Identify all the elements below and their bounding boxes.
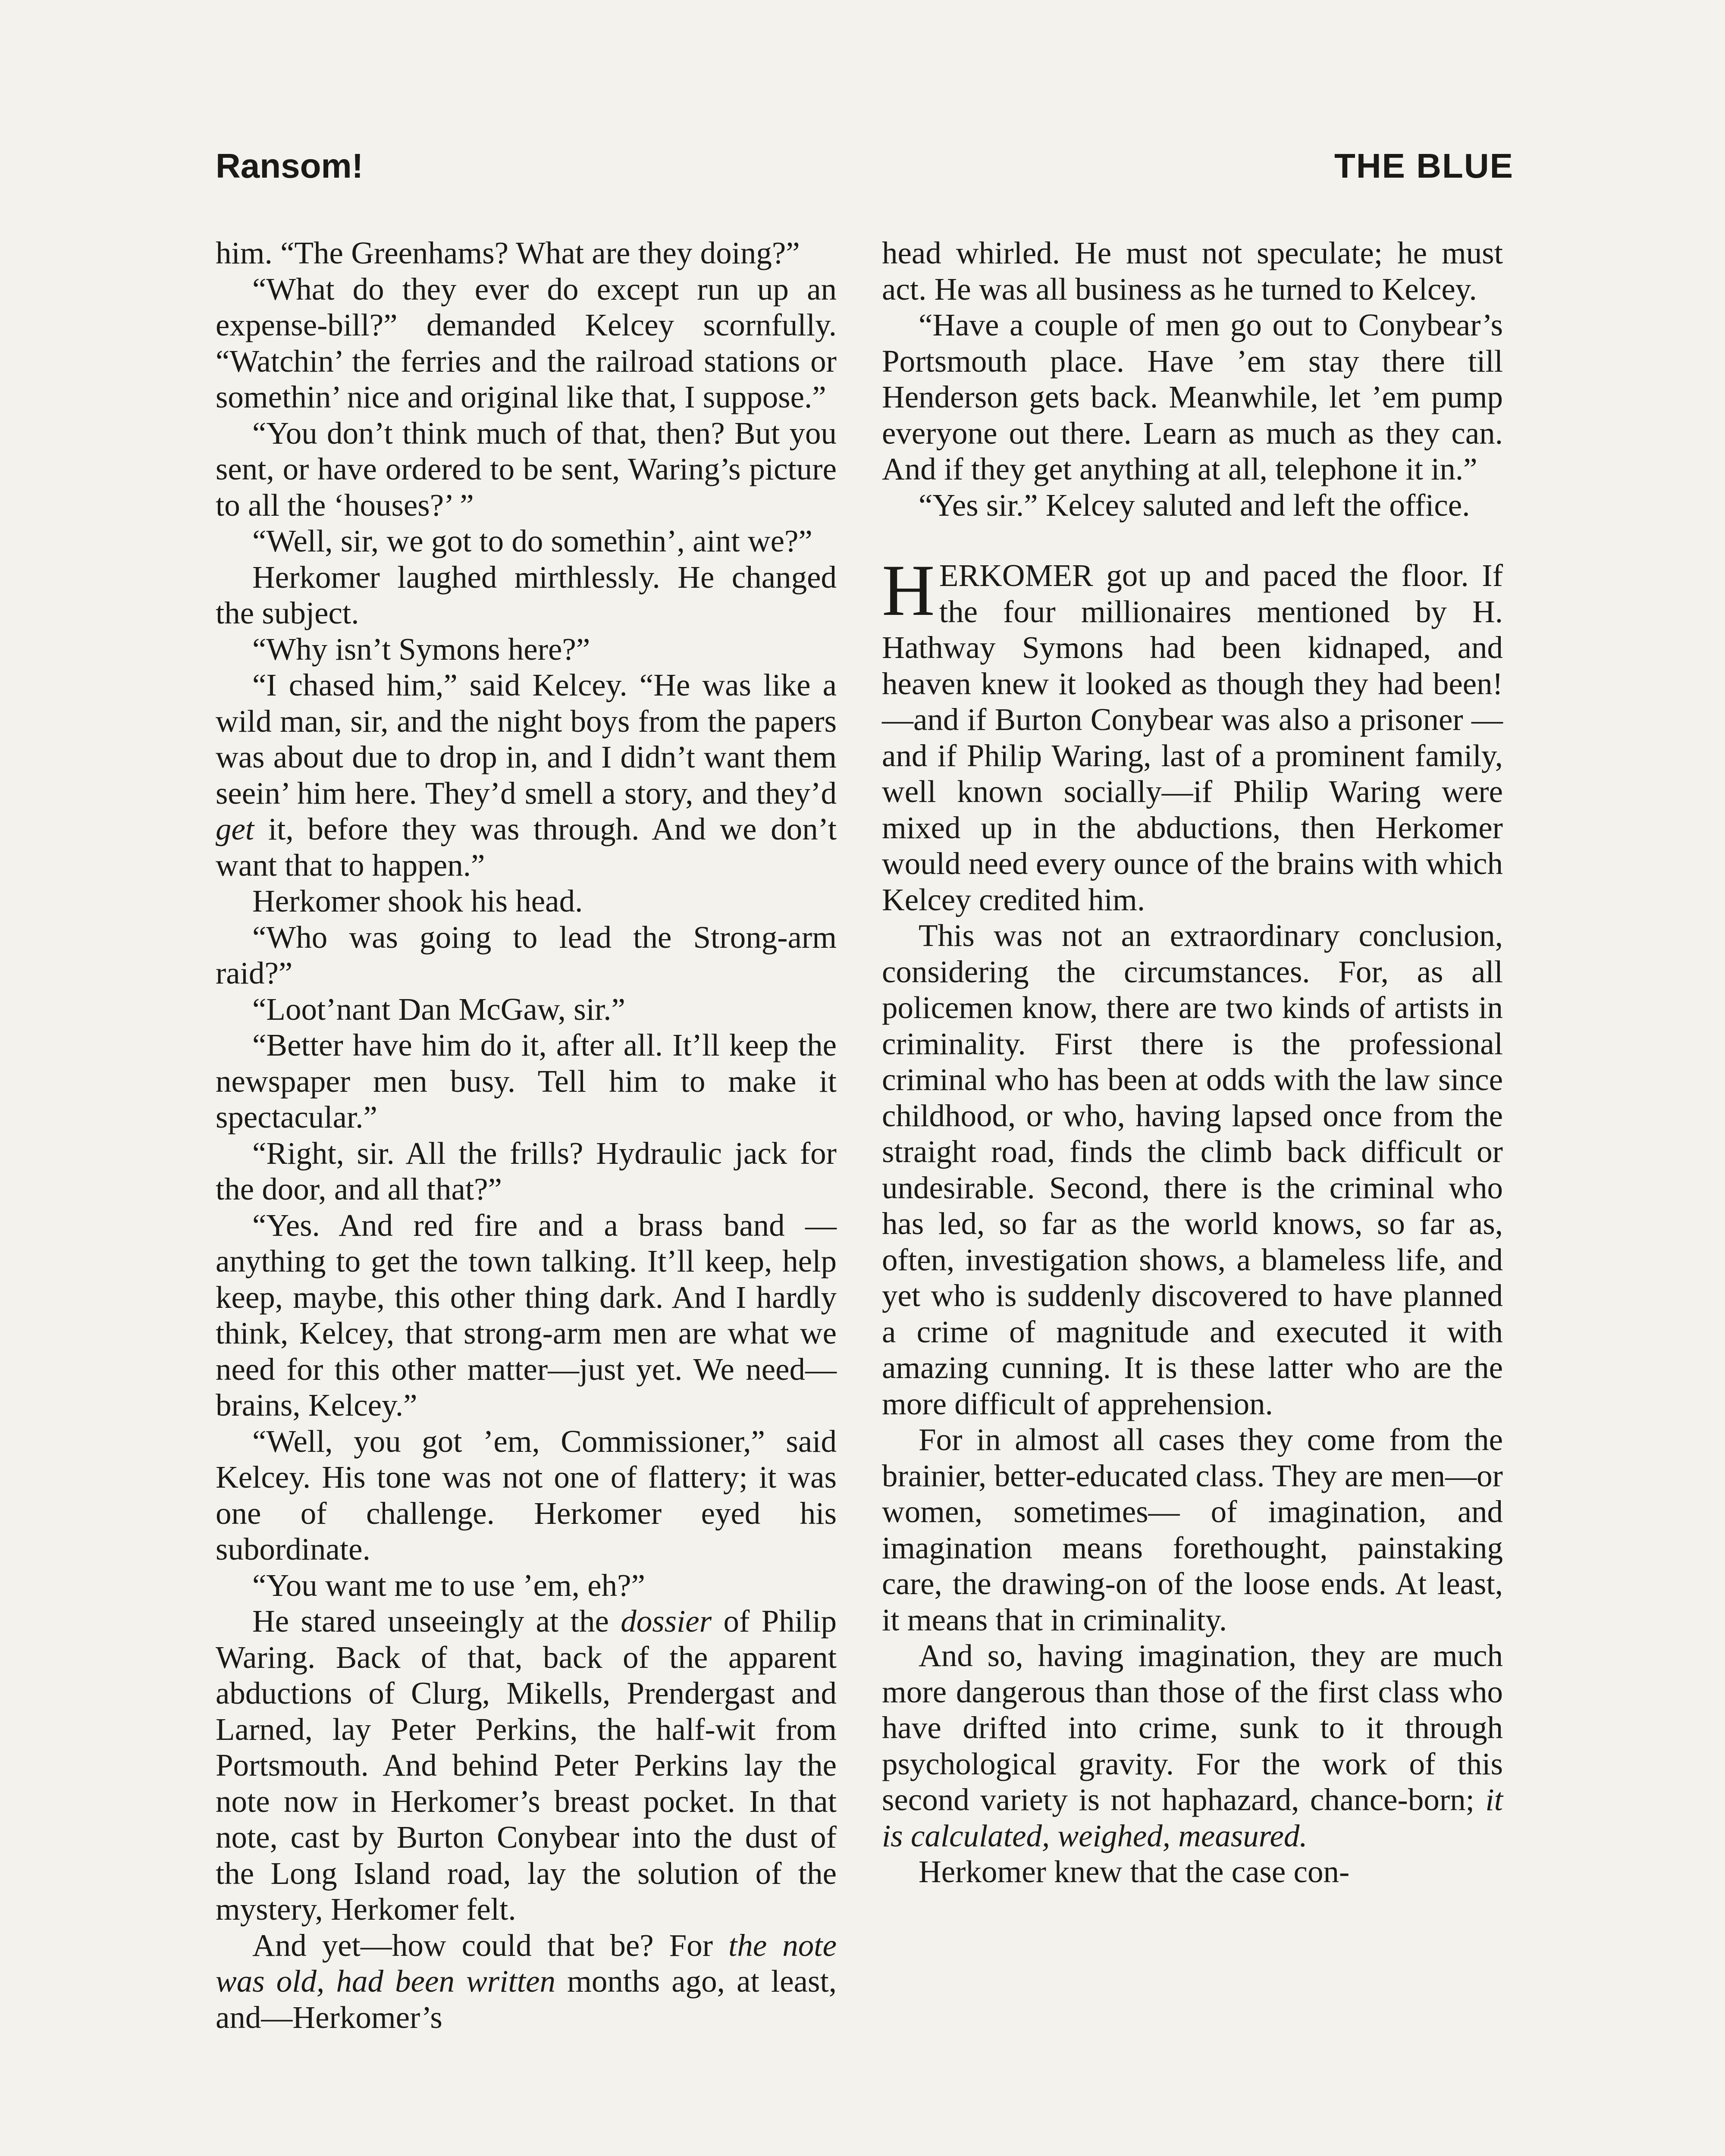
- paragraph: “Right, sir. All the frills? Hydraulic jack for the door, and all that?”: [216, 1135, 837, 1206]
- paragraph: This was not an extraordinary conclusion, considering the circumstances. For, as all policemen know, there are two kinds of artists in criminality. First there is the professional criminal who has been at odds with the law since childhood, or who, having lapsed once from the straight road, finds the climb back difficult or undesirable. Second, there is the criminal who has led, so far as the world knows, so far as, often, investigation shows, a blameless life, and yet who is suddenly discovered to have planned a crime of magnitude and executed it with amazing cunning. It is these latter who are the more difficult of apprehension.: [882, 918, 1503, 1421]
- paragraph: He stared unseeingly at the dossier of Philip Waring. Back of that, back of the apparent abductions of Clurg, Mikells, Prendergast and Larned, lay Peter Perkins, the half-wit from Portsmouth. And behind Peter Perkins lay the note now in Herkomer’s breast pocket. In that note, cast by Burton Conybear into the dust of the Long Island road, lay the solution of the mystery, Herkomer felt.: [216, 1604, 837, 1927]
- section-paragraph: HERKOMER got up and paced the floor. If the four millionaires mentioned by H. Hathway Symons had been kidnaped, and heaven knew it looked as though they had been!—and if Burton Conybear was also a prisoner —and if Philip Waring, last of a prominent family, well known socially—if Philip Waring were mixed up in the abductions, then Herkomer would need every ounce of the brains with which Kelcey credited him.: [882, 550, 1503, 917]
- paragraph: “Have a couple of men go out to Conybear’s Portsmouth place. Have ’em stay there till Henderson gets back. Meanwhile, let ’em pump everyone out there. Learn as much as they can. And if they get anything at all, telephone it in.”: [882, 307, 1503, 486]
- italic-text: it is calculated, weighed, measured.: [882, 1782, 1503, 1853]
- paragraph: For in almost all cases they come from the brainier, better-educated class. They are men—or women, sometimes— of imagination, and imagination means forethought, painstaking care, the drawing-on of the loose ends. At least, it means that in criminality.: [882, 1422, 1503, 1637]
- paragraph: him. “The Greenhams? What are they doing?”: [216, 235, 800, 270]
- italic-text: get: [216, 812, 254, 846]
- italic-text: dossier: [621, 1604, 712, 1639]
- right-column: [882, 235, 1503, 1890]
- left-column: [216, 235, 837, 2035]
- story-title: Ransom!: [216, 147, 364, 185]
- paragraph: head whirled. He must not speculate; he must act. He was all business as he turned to Kelcey.: [882, 235, 1503, 307]
- running-header: [216, 142, 1514, 190]
- paragraph: And yet—how could that be? For the note was old, had been written months ago, at least, and—Herkomer’s: [216, 1927, 837, 2035]
- paragraph: “Yes sir.” Kelcey saluted and left the office.: [919, 487, 1470, 523]
- paragraph: “Well, sir, we got to do somethin’, aint we?”: [252, 523, 812, 558]
- paragraph: Herkomer knew that the case con-: [919, 1854, 1350, 1889]
- paragraph: “Better have him do it, after all. It’ll keep the newspaper men busy. Tell him to make it spectacular.”: [216, 1028, 837, 1134]
- paragraph: And so, having imagination, they are much more dangerous than those of the first class who have drifted into crime, sunk to it through psychological gravity. For the work of this second variety is not haphazard, chance-born; it is calculated, weighed, measured.: [882, 1638, 1503, 1853]
- paragraph: “Well, you got ’em, Commissioner,” said Kelcey. His tone was not one of flattery; it was one of challenge. Herkomer eyed his subordinate.: [216, 1423, 837, 1567]
- paragraph: “Yes. And red fire and a brass band —anything to get the town talking. It’ll keep, help keep, maybe, this other thing dark. And I hardly think, Kelcey, that strong-arm men are what we need for this other matter—just yet. We need—brains, Kelcey.”: [216, 1207, 837, 1423]
- paragraph: “What do they ever do except run up an expense-bill?” demanded Kelcey scornfully. “Watchin’ the ferries and the railroad stations or somethin’ nice and original like that, I suppose.”: [216, 271, 837, 414]
- paragraph: Herkomer laughed mirthlessly. He changed the subject.: [216, 559, 837, 630]
- paragraph: “You want me to use ’em, eh?”: [252, 1567, 645, 1603]
- paragraph: “Who was going to lead the Strong-arm raid?”: [216, 919, 837, 990]
- paragraph: “Why isn’t Symons here?”: [252, 631, 590, 667]
- paragraph: “I chased him,” said Kelcey. “He was like a wild man, sir, and the night boys from the papers was about due to drop in, and I didn’t want them seein’ him here. They’d smell a story, and they’d get it, before they was through. And we don’t want that to happen.”: [216, 667, 837, 883]
- paragraph: “You don’t think much of that, then? But you sent, or have ordered to be sent, Waring’s picture to all the ‘houses?’ ”: [216, 415, 837, 523]
- paragraph: “Loot’nant Dan McGaw, sir.”: [252, 991, 625, 1027]
- paragraph: Herkomer shook his head.: [252, 884, 583, 918]
- italic-text: the note was old, had been written: [216, 1927, 837, 1999]
- drop-cap: H: [882, 550, 935, 631]
- magazine-title: THE BLUE: [1334, 147, 1514, 185]
